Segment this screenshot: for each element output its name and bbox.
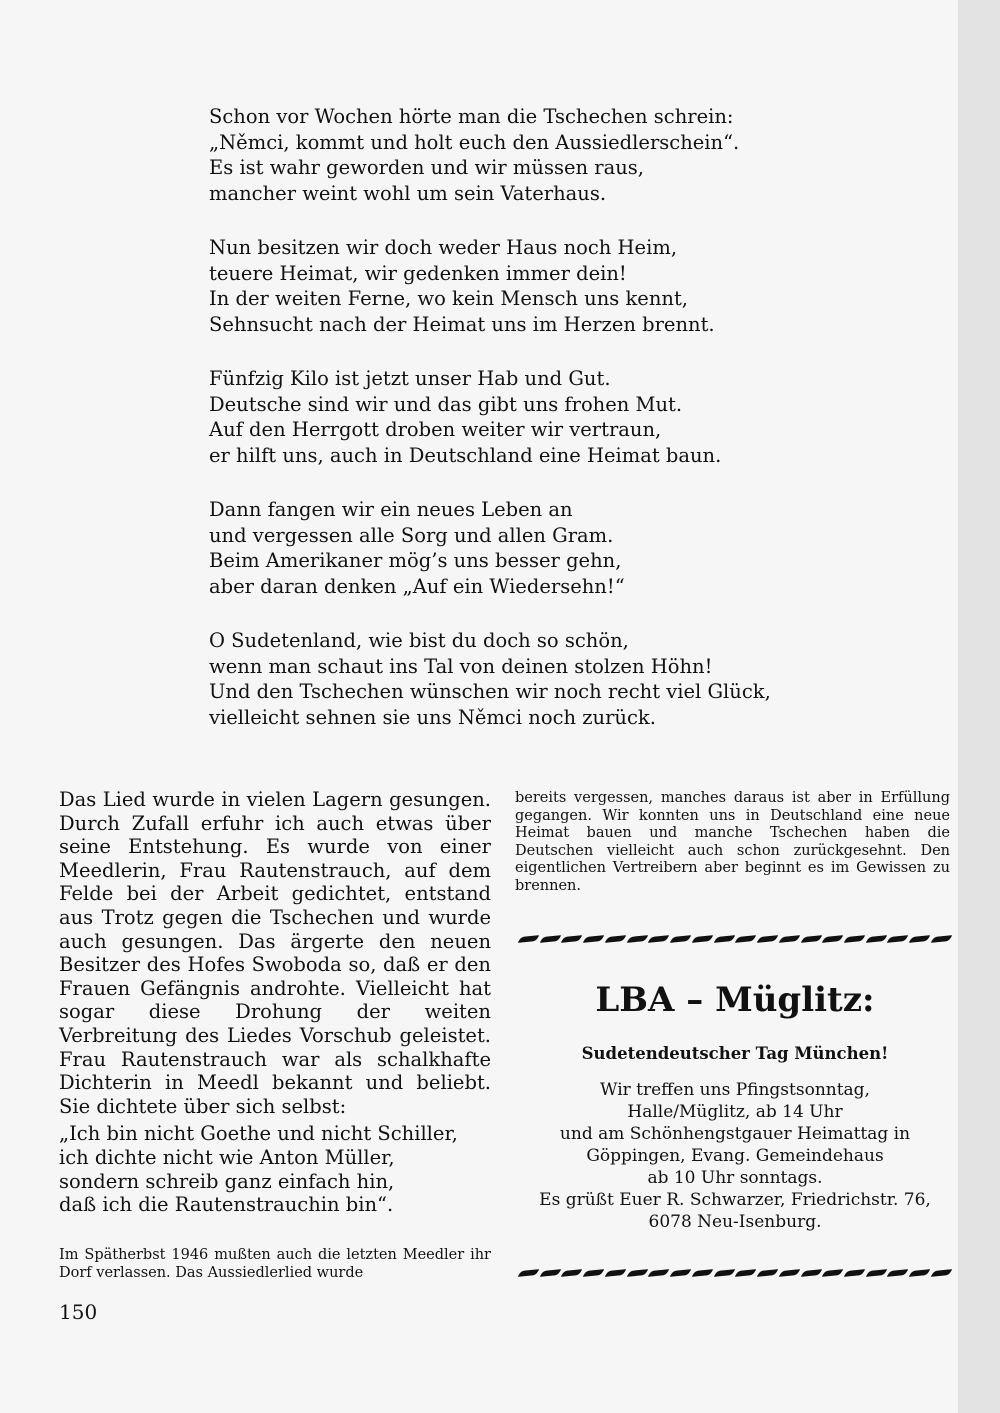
poem-line: Und den Tschechen wünschen wir noch recht viel Glück, <box>209 680 771 703</box>
article-left-column <box>59 788 491 1217</box>
poem-line: Fünfzig Kilo ist jetzt unser Hab und Gut. <box>209 367 611 390</box>
ad-line: ab 10 Uhr sonntags. <box>647 1168 823 1188</box>
decorative-border-bottom <box>520 1266 950 1280</box>
ad-line: Es grüßt Euer R. Schwarzer, Friedrichstr. 76, <box>539 1190 931 1210</box>
poem <box>209 104 849 759</box>
poem-line: wenn man schaut ins Tal von deinen stolzen Höhn! <box>209 654 713 678</box>
decorative-border-top <box>520 932 950 946</box>
article-quote <box>59 1122 491 1216</box>
poem-line: vielleicht sehnen sie uns Němci noch zurück. <box>209 705 656 729</box>
quote-line: daß ich die Rautenstrauchin bin“. <box>59 1193 394 1217</box>
poem-stanza <box>209 104 849 206</box>
ad-line: Halle/Müglitz, ab 14 Uhr <box>627 1102 843 1122</box>
poem-stanza <box>209 366 849 468</box>
poem-line: und vergessen alle Sorg und allen Gram. <box>209 523 614 547</box>
ad-line: Wir treffen uns Pfingstsonntag, <box>600 1080 870 1100</box>
poem-line: Schon vor Wochen hörte man die Tschechen schrein: <box>209 105 734 128</box>
article-closing-left: Im Spätherbst 1946 mußten auch die letzten Meedler ihr Dorf verlassen. Das Aussiedlerlied wurde <box>59 1247 491 1281</box>
poem-line: Auf den Herrgott droben weiter wir vertraun, <box>209 418 662 441</box>
quote-line: sondern schreib ganz einfach hin, <box>59 1169 395 1193</box>
poem-line: Nun besitzen wir doch weder Haus noch Heim, <box>209 236 678 259</box>
poem-line: er hilft uns, auch in Deutschland eine Heimat baun. <box>209 443 722 467</box>
ad-body <box>520 1079 950 1233</box>
poem-line: Dann fangen wir ein neues Leben an <box>209 498 573 521</box>
ad-line: Göppingen, Evang. Gemeindehaus <box>586 1146 884 1166</box>
poem-line: mancher weint wohl um sein Vaterhaus. <box>209 181 607 205</box>
poem-line: teuere Heimat, wir gedenken immer dein! <box>209 261 627 285</box>
poem-line: Es ist wahr geworden und wir müssen raus, <box>209 156 644 179</box>
ad-subtitle: Sudetendeutscher Tag München! <box>581 1044 889 1063</box>
poem-stanza <box>209 628 849 730</box>
poem-line: „Němci, kommt und holt euch den Aussiedlerschein“. <box>209 130 740 154</box>
ad-line: 6078 Neu-Isenburg. <box>648 1212 822 1232</box>
quote-line: „Ich bin nicht Goethe und nicht Schiller, <box>59 1122 458 1146</box>
poem-line: In der weiten Ferne, wo kein Mensch uns kennt, <box>209 287 688 310</box>
quote-line: ich dichte nicht wie Anton Müller, <box>59 1145 395 1169</box>
poem-line: O Sudetenland, wie bist du doch so schön, <box>209 629 629 652</box>
poem-line: aber daran denken „Auf ein Wiedersehn!“ <box>209 574 625 598</box>
ad-line: und am Schönhengstgauer Heimattag in <box>559 1124 911 1144</box>
poem-stanza <box>209 497 849 599</box>
poem-stanza <box>209 235 849 337</box>
page-edge <box>958 0 1000 1413</box>
poem-line: Sehnsucht nach der Heimat uns im Herzen brennt. <box>209 312 715 336</box>
page-number: 150 <box>59 1300 98 1324</box>
poem-line: Beim Amerikaner mög’s uns besser gehn, <box>209 549 622 572</box>
ad-title: LBA – Müglitz: <box>595 980 875 1020</box>
article-closing-right: bereits vergessen, manches daraus ist aber in Erfüllung gegangen. Wir konnten uns in Deutschland eine neue Heimat bauen und manche Tschechen haben die Deutschen vielleicht auch schon zurückgesehnt. Den eigentlichen Vertreibern aber beginnt es im Gewissen zu brennen. <box>515 790 950 894</box>
poem-line: Deutsche sind wir und das gibt uns frohen Mut. <box>209 392 683 416</box>
article-paragraph: Das Lied wurde in vielen Lagern gesungen. Durch Zufall erfuhr ich auch etwas über seine Entstehung. Es wurde von einer Meedlerin, Frau Rautenstrauch, auf dem Felde bei der Arbeit gedichtet, entstand aus Trotz gegen die Tschechen und wurde auch gesungen. Das ärgerte den neuen Besitzer des Hofes Swoboda so, daß er den Frauen Gefängnis androhte. Vielleicht hat sogar diese Drohung der weiten Verbreitung des Liedes Vorschub geleistet. Frau Rautenstrauch war als schalkhafte Dichterin in Meedl bekannt und beliebt. Sie dichtete über sich selbst: <box>59 788 491 1118</box>
